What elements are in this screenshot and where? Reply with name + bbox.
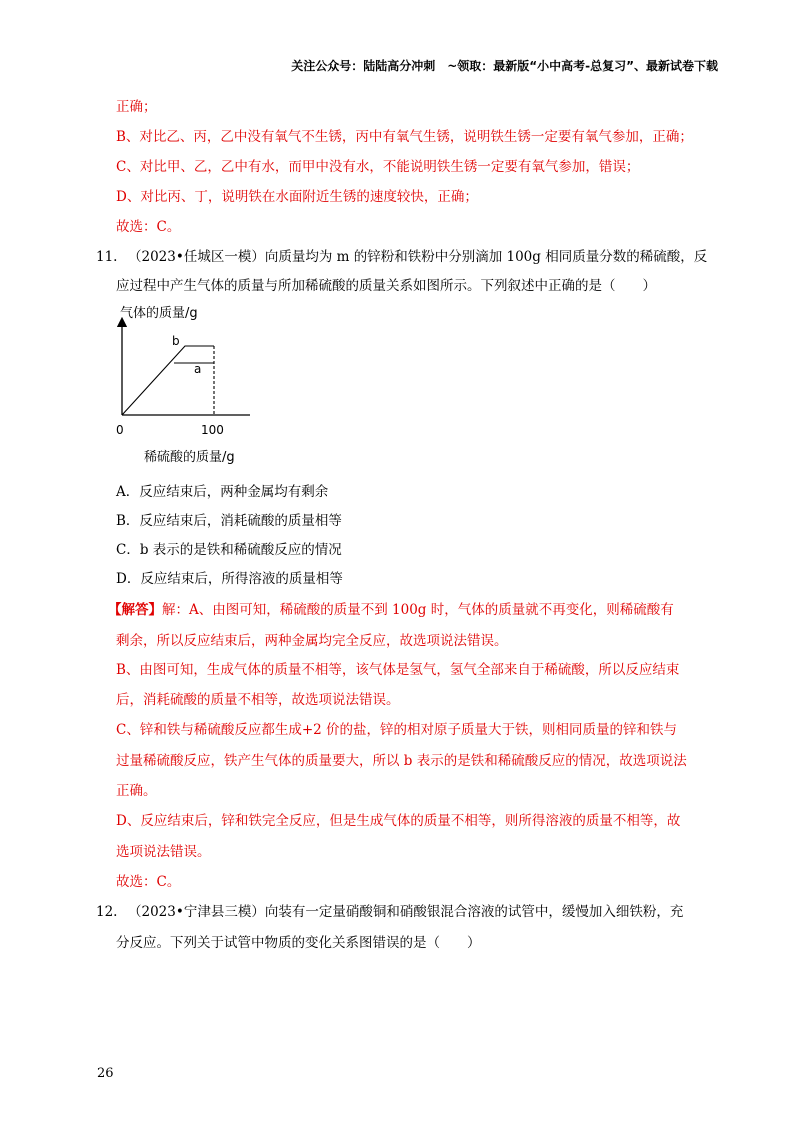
q11-answer-line-3: B、由图可知，生成气体的质量不相等，该气体是氢气，氢气全部来自于稀硫酸，所以反应结束: [116, 662, 680, 678]
q11-option-c: C．b 表示的是铁和稀硫酸反应的情况: [116, 542, 342, 558]
q11-option-b: B．反应结束后，消耗硫酸的质量相等: [116, 513, 342, 529]
x-axis-label: 稀硫酸的质量/g: [144, 450, 235, 465]
prev-answer-line-1: 正确；: [116, 99, 157, 115]
q11-option-a: A．反应结束后，两种金属均有剩余: [116, 484, 329, 500]
q11-stem-line-1: （2023•任城区一模）向质量均为 m 的锌粉和铁粉中分别滴加 100g 相同质量分数的稀硫酸，反: [128, 249, 708, 265]
prev-answer-line-2: B、对比乙、丙，乙中没有氧气不生锈，丙中有氧气生锈，说明铁生锈一定要有氧气参加，正确；: [116, 129, 693, 145]
answer-tag: 【解答】: [108, 602, 162, 618]
q11-answer-line-1: [108, 601, 674, 619]
y-axis-label: 气体的质量/g: [120, 306, 198, 321]
q11-answer-line-10: 故选：C。: [116, 874, 181, 890]
q11-answer-line-7: 正确。: [116, 783, 157, 799]
label-b: b: [172, 334, 180, 348]
q11-option-d: D．反应结束后，所得溶液的质量相等: [116, 571, 343, 587]
q11-answer-line-8: D、反应结束后，锌和铁完全反应，但是生成气体的质量不相等，则所得溶液的质量不相等，故: [116, 813, 681, 829]
q11-answer-line-2: 剩余，所以反应结束后，两种金属均完全反应，故选项说法错误。: [116, 633, 508, 649]
x-tick-100: 100: [201, 423, 224, 437]
label-a: a: [194, 362, 202, 376]
page-number: 26: [97, 1066, 114, 1081]
origin-label: 0: [116, 423, 124, 437]
prev-answer-line-4: D、对比丙、丁，说明铁在水面附近生锈的速度较快，正确；: [116, 189, 478, 205]
q12-stem-line-1: （2023•宁津县三模）向装有一定量硝酸铜和硝酸银混合溶液的试管中，缓慢加入细铁粉，充: [128, 904, 684, 920]
page-header: 关注公众号：陆陆高分冲刺 ~领取：最新版“小中高考-总复习”、最新试卷下载: [291, 59, 718, 73]
prev-answer-line-3: C、对比甲、乙，乙中有水，而甲中没有水，不能说明铁生锈一定要有氧气参加，错误；: [116, 159, 640, 175]
q11-answer-line-5: C、锌和铁与稀硫酸反应都生成+2 价的盐，锌的相对原子质量大于铁，则相同质量的锌和铁与: [116, 722, 678, 738]
q12-stem-line-2: 分反应。下列关于试管中物质的变化关系图错误的是（ ）: [116, 935, 481, 951]
q12-number: 12.: [96, 904, 118, 920]
q11-number: 11.: [96, 249, 118, 265]
curve-b: [122, 346, 214, 415]
q11-answer-line-6: 过量稀硫酸反应，铁产生气体的质量要大，所以 b 表示的是铁和稀硫酸反应的情况，故选项说法: [116, 753, 687, 769]
q11-answer-text-1: 解：A、由图可知，稀硫酸的质量不到 100g 时，气体的质量就不再变化，则稀硫酸有: [162, 602, 674, 618]
q11-stem-line-2: 应过程中产生气体的质量与所加稀硫酸的质量关系如图所示。下列叙述中正确的是（ ）: [116, 278, 656, 294]
prev-answer-line-5: 故选：C。: [116, 219, 181, 235]
q11-answer-line-9: 选项说法错误。: [116, 844, 211, 860]
q11-answer-line-4: 后，消耗硫酸的质量不相等，故选项说法错误。: [116, 692, 400, 708]
q11-graph: [110, 300, 260, 470]
